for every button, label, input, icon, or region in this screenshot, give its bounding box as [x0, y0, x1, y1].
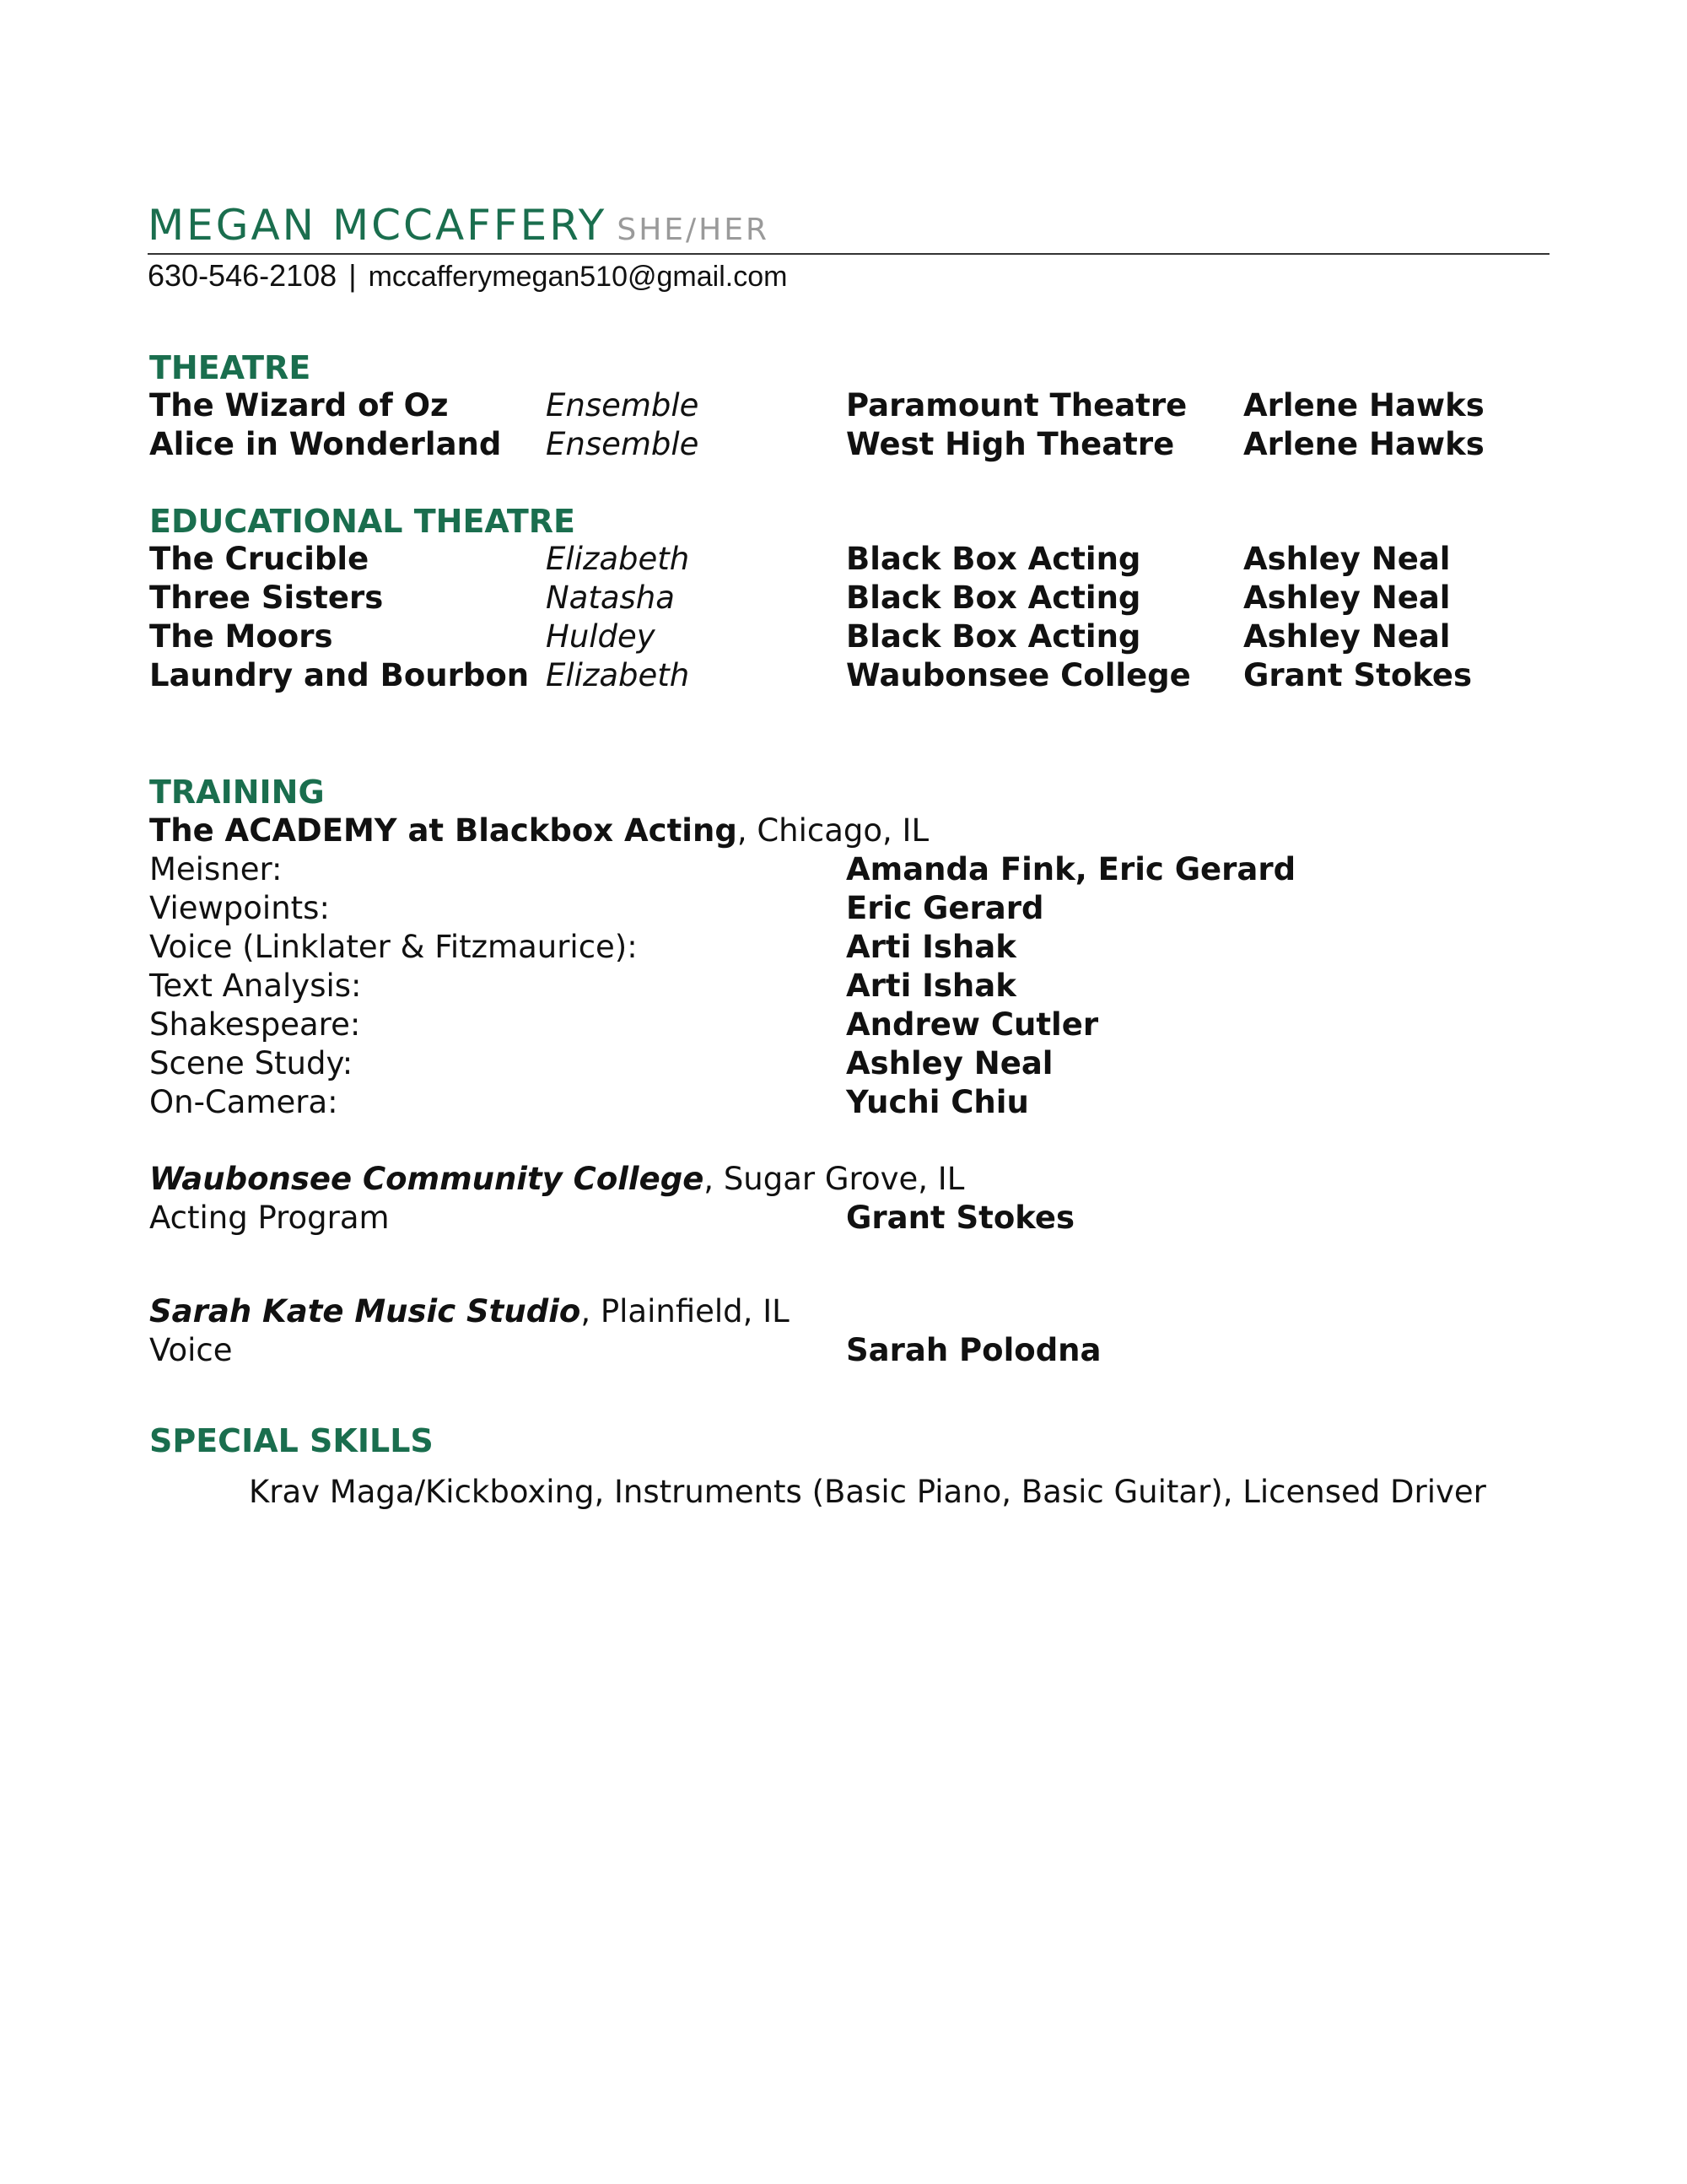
role: Elizabeth	[546, 657, 690, 693]
training-teacher: Eric Gerard	[846, 890, 1044, 926]
section-title-educational-theatre: EDUCATIONAL THEATRE	[149, 503, 576, 540]
show-title: Laundry and Bourbon	[149, 657, 530, 693]
role: Ensemble	[546, 426, 699, 462]
training-subject: Text Analysis:	[149, 968, 362, 1004]
venue: Black Box Acting	[846, 541, 1141, 577]
training-teacher: Amanda Fink, Eric Gerard	[846, 851, 1296, 887]
show-title: The Moors	[149, 618, 333, 655]
header-name	[148, 196, 769, 260]
training-subject: On-Camera:	[149, 1084, 338, 1120]
director: Arlene Hawks	[1243, 426, 1485, 462]
director: Ashley Neal	[1243, 541, 1451, 577]
role: Huldey	[546, 618, 655, 655]
full-name: MEGAN MCCAFFERY	[148, 201, 607, 250]
venue: Black Box Acting	[846, 580, 1141, 616]
director: Arlene Hawks	[1243, 387, 1485, 423]
training-teacher: Arti Ishak	[846, 968, 1016, 1004]
contact-line	[148, 253, 787, 299]
role: Ensemble	[546, 387, 699, 423]
section-title-theatre: THEATRE	[149, 349, 311, 386]
director: Grant Stokes	[1243, 657, 1472, 693]
show-title: Alice in Wonderland	[149, 426, 502, 462]
training-teacher: Andrew Cutler	[846, 1006, 1099, 1043]
role: Natasha	[546, 580, 675, 616]
venue: Black Box Acting	[846, 618, 1141, 655]
director: Ashley Neal	[1243, 618, 1451, 655]
training-teacher: Sarah Polodna	[846, 1332, 1102, 1368]
training-teacher: Ashley Neal	[846, 1045, 1054, 1081]
school-name: The ACADEMY at Blackbox Acting	[149, 812, 737, 849]
section-title-special-skills: SPECIAL SKILLS	[149, 1422, 434, 1459]
training-subject: Scene Study:	[149, 1045, 353, 1081]
role: Elizabeth	[546, 541, 690, 577]
training-sarah-kate-heading	[149, 1292, 790, 1331]
training-academy-heading	[149, 812, 929, 850]
venue: Waubonsee College	[846, 657, 1191, 693]
show-title: The Wizard of Oz	[149, 387, 449, 423]
training-subject: Voice (Linklater & Fitzmaurice):	[149, 929, 638, 965]
school-location: , Sugar Grove, IL	[703, 1161, 965, 1197]
school-location: , Chicago, IL	[736, 812, 930, 849]
training-teacher: Grant Stokes	[846, 1200, 1075, 1236]
section-title-training: TRAINING	[149, 774, 325, 811]
training-subject: Viewpoints:	[149, 890, 330, 926]
training-subject: Acting Program	[149, 1200, 390, 1236]
phone: 630-546-2108	[148, 258, 337, 293]
venue: West High Theatre	[846, 426, 1175, 462]
school-name: Sarah Kate Music Studio	[149, 1293, 581, 1329]
training-teacher: Arti Ishak	[846, 929, 1016, 965]
show-title: The Crucible	[149, 541, 369, 577]
pronouns: SHE/HER	[617, 213, 769, 247]
school-name: Waubonsee Community College	[149, 1161, 704, 1197]
school-location: , Plainfield, IL	[580, 1293, 790, 1329]
training-subject: Shakespeare:	[149, 1006, 361, 1043]
training-teacher: Yuchi Chiu	[846, 1084, 1029, 1120]
venue: Paramount Theatre	[846, 387, 1188, 423]
show-title: Three Sisters	[149, 580, 384, 616]
contact-separator: |	[348, 258, 357, 293]
director: Ashley Neal	[1243, 580, 1451, 616]
special-skills-text: Krav Maga/Kickboxing, Instruments (Basic Piano, Basic Guitar), Licensed Driver	[249, 1474, 1486, 1510]
training-subject: Meisner:	[149, 851, 283, 887]
training-subject: Voice	[149, 1332, 233, 1368]
training-waubonsee-heading	[149, 1160, 964, 1199]
email: mccafferymegan510@gmail.com	[368, 261, 788, 293]
